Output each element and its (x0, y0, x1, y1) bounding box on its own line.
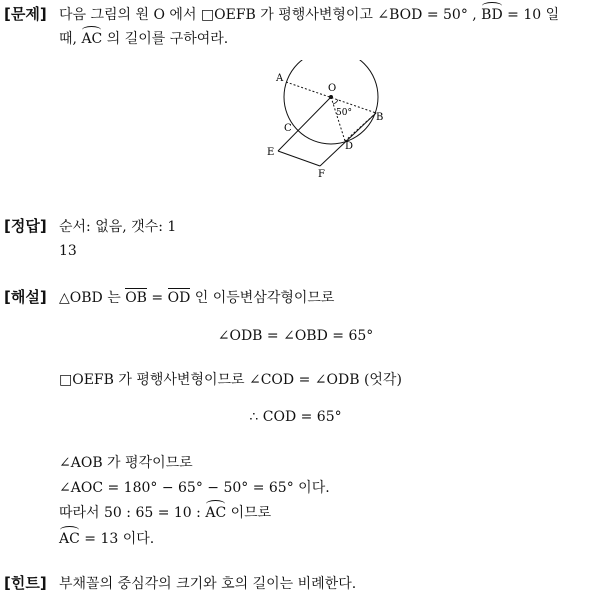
solution-line-5 (59, 502, 271, 522)
solution-eq-sign: = (151, 290, 164, 306)
label-d: D (345, 141, 354, 152)
solution-text-1a: △OBD 는 (59, 290, 121, 306)
solution-text-1b: 인 이등변삼각형이므로 (194, 290, 335, 306)
arc-bd: BD (481, 7, 503, 23)
problem-tag: [문제] (4, 5, 47, 23)
solution-line-1 (59, 287, 334, 307)
side-ef (278, 151, 320, 166)
solution-text-6b: = 13 이다. (84, 531, 155, 547)
arc-ac-3: AC (59, 531, 80, 547)
circle-figure (255, 60, 395, 185)
problem-text-1b: = 10 일 (507, 7, 560, 23)
problem-line-2 (59, 28, 228, 48)
answer-value: 13 (59, 243, 77, 259)
label-b: B (376, 112, 384, 123)
hint-tag: [힌트] (4, 574, 47, 592)
angle-label: 50° (336, 108, 352, 118)
solution-line-2: □OEFB 가 평행사변형이므로 ∠COD = ∠ODB (엇각) (59, 372, 402, 388)
overline-ob: OB (125, 290, 147, 306)
solution-text-5a: 따라서 50 : 65 = 10 : (59, 505, 201, 521)
label-a: A (276, 73, 284, 84)
side-fb (320, 113, 376, 166)
label-e: E (267, 147, 275, 158)
problem-text-2a: 때, (59, 31, 77, 47)
hint-text: 부채꼴의 중심각의 크기와 호의 길이는 비례한다. (59, 576, 357, 592)
problem-line-1 (59, 4, 559, 24)
label-o: O (328, 83, 337, 94)
equation-1: ∠ODB = ∠OBD = 65° (217, 328, 374, 344)
solution-line-6 (59, 528, 154, 548)
arc-ac: AC (81, 31, 103, 47)
center-dot (329, 95, 333, 99)
overline-od: OD (167, 290, 191, 306)
circle-o (284, 60, 378, 144)
angle-arc (333, 100, 338, 105)
solution-line-3: ∠AOB 가 평각이므로 (59, 455, 193, 471)
solution-tag: [해설] (4, 288, 47, 306)
arc-ac-2: AC (205, 505, 227, 521)
answer-line-1: 순서: 없음, 갯수: 1 (59, 219, 177, 235)
answer-tag: [정답] (4, 217, 47, 235)
problem-text-2b: 의 길이를 구하여라. (106, 31, 229, 47)
label-f: F (318, 169, 325, 180)
problem-text-1a: 다음 그림의 원 O 에서 □OEFB 가 평행사변형이고 ∠BOD = 50° , (59, 7, 477, 23)
equation-2: ∴ COD = 65° (249, 409, 342, 425)
solution-text-5b: 이므로 (230, 505, 272, 521)
label-c: C (284, 123, 292, 134)
solution-line-4: ∠AOC = 180° − 65° − 50° = 65° 이다. (59, 480, 330, 496)
